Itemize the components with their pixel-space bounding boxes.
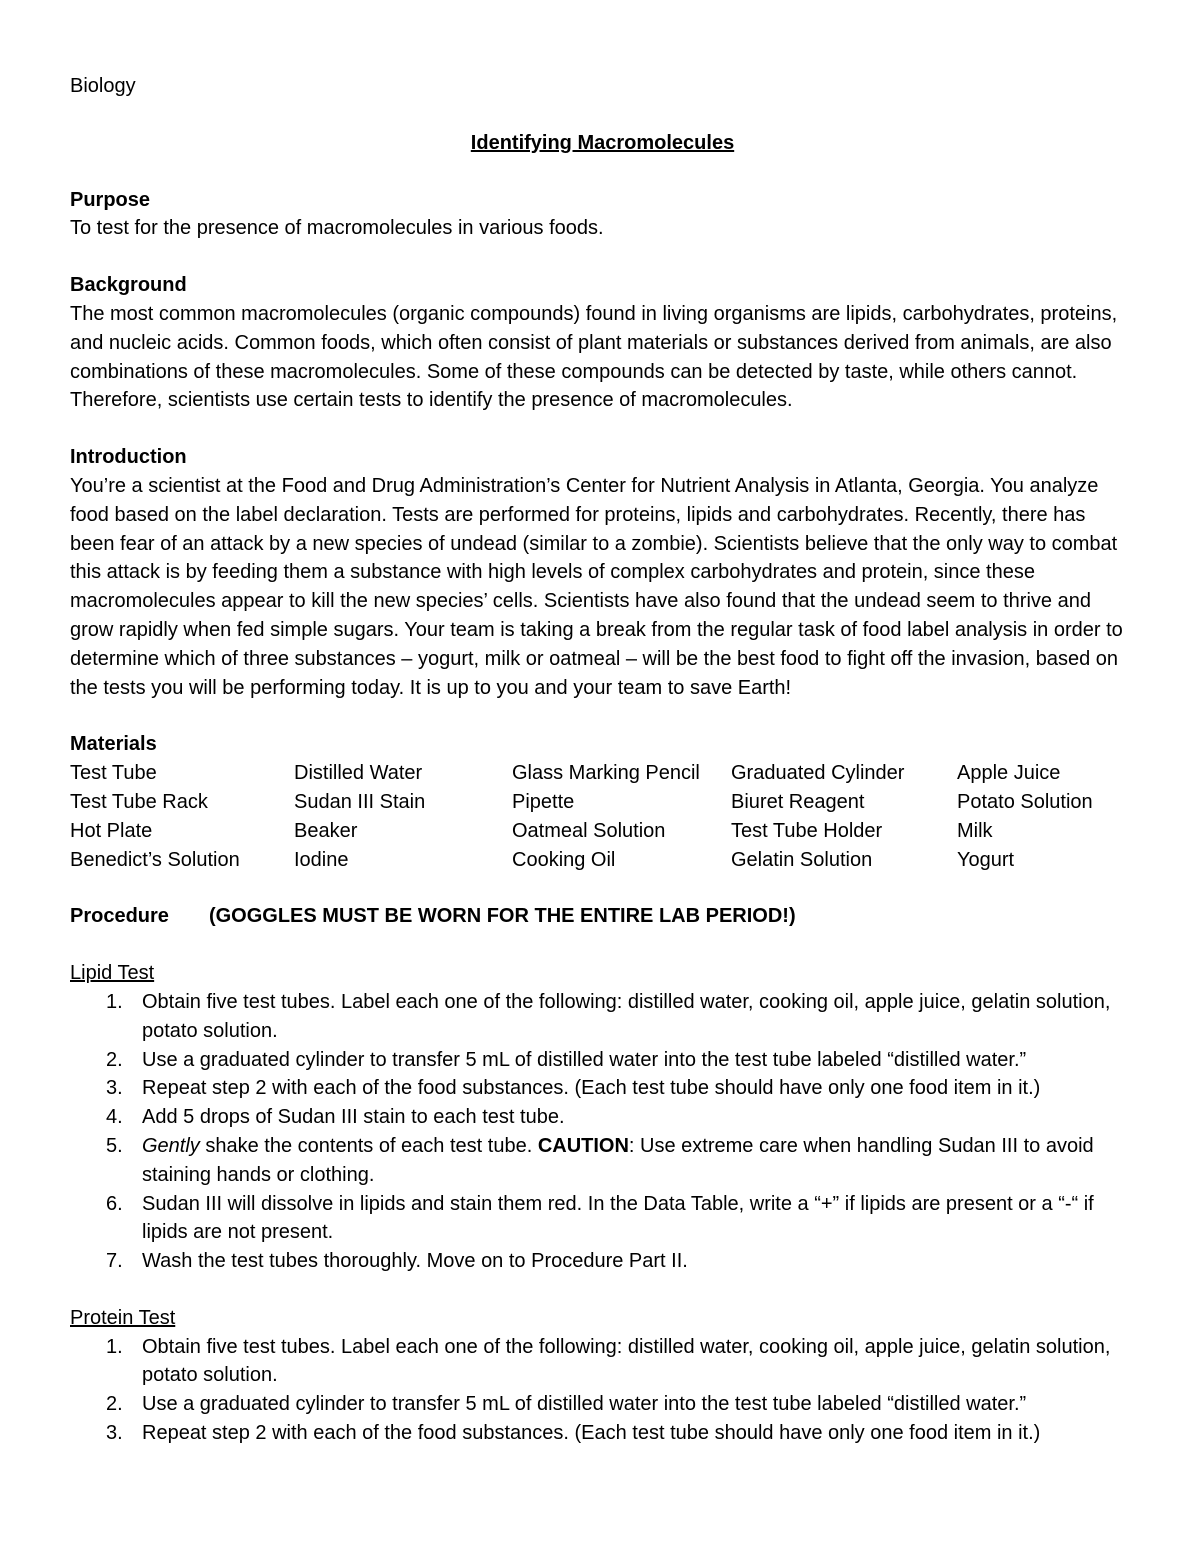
step-number: 4.	[106, 1106, 123, 1129]
introduction-text: You’re a scientist at the Food and Drug Administration’s Center for Nutrient Analysis in Atlanta, Georgia. You analyze food based on the label declaration. Tests are performed for proteins, lipids and carbohydrates. Recently, there has been fear of an attack by a new species of undead (similar to a zombie). Scientists believe that the only way to combat this attack is by feeding them a substance with high levels of complex carbohydrates and protein, since these macromolecules appear to kill the new species’ cells. Scientists have also found that the undead seem to thrive and grow rapidly when fed simple sugars. Your team is taking a break from the regular task of food label analysis in order to determine which of three substances – yogurt, milk or oatmeal – will be the best food to fight off the invasion, based on the tests you will be performing today. It is up to you and your team to save Earth!	[70, 474, 1123, 699]
step-number: 3.	[106, 1422, 123, 1445]
material-item: Glass Marking Pencil	[512, 762, 700, 785]
background-section	[70, 271, 1135, 415]
material-item: Test Tube Holder	[731, 819, 883, 842]
material-item: Hot Plate	[70, 819, 153, 842]
material-item: Sudan III Stain	[294, 790, 426, 813]
step-text: Obtain five test tubes. Label each one of the following: distilled water, cooking oil, apple juice, gelatin solution, potato solution.	[142, 990, 1111, 1042]
list-item	[70, 1390, 1135, 1419]
step-number: 1.	[106, 990, 123, 1013]
material-item: Biuret Reagent	[731, 790, 865, 813]
step-text: Use a graduated cylinder to transfer 5 mL of distilled water into the test tube labeled “distilled water.”	[142, 1393, 1027, 1416]
background-text: The most common macromolecules (organic compounds) found in living organisms are lipids, carbohydrates, proteins, and nucleic acids. Common foods, which often consist of plant materials or substances derived from animals, are also combinations of these macromolecules. Some of these compounds can be detected by taste, while others cannot. Therefore, scientists use certain tests to identify the presence of macromolecules.	[70, 302, 1118, 412]
protein-test-heading: Protein Test	[70, 1306, 176, 1329]
step-number: 5.	[106, 1134, 123, 1157]
material-item: Apple Juice	[957, 762, 1061, 785]
introduction-section	[70, 443, 1135, 702]
list-item	[70, 1333, 1135, 1391]
purpose-heading: Purpose	[70, 188, 151, 211]
step-text: Use a graduated cylinder to transfer 5 mL of distilled water into the test tube labeled “distilled water.”	[142, 1048, 1027, 1071]
list-item	[70, 1074, 1135, 1103]
lipid-test-steps	[70, 988, 1135, 1276]
step-number: 2.	[106, 1048, 123, 1071]
step-text: Sudan III will dissolve in lipids and stain them red. In the Data Table, write a “+” if lipids are present or a “-“ if lipids are not present.	[142, 1192, 1094, 1244]
step-text: Obtain five test tubes. Label each one of the following: distilled water, cooking oil, apple juice, gelatin solution, potato solution.	[142, 1335, 1111, 1387]
material-item: Test Tube	[70, 762, 157, 785]
protein-test-section	[70, 1304, 1135, 1448]
protein-test-steps	[70, 1333, 1135, 1448]
step-number: 7.	[106, 1250, 123, 1273]
lipid-test-heading: Lipid Test	[70, 962, 155, 985]
step-number: 1.	[106, 1335, 123, 1358]
step-text: Repeat step 2 with each of the food substances. (Each test tube should have only one food item in it.)	[142, 1422, 1041, 1445]
goggles-warning: (GOGGLES MUST BE WORN FOR THE ENTIRE LAB PERIOD!)	[208, 905, 796, 928]
materials-grid	[70, 759, 1135, 874]
step-number: 2.	[106, 1393, 123, 1416]
materials-section	[70, 730, 1135, 874]
procedure-heading: Procedure	[70, 905, 169, 928]
material-item: Yogurt	[957, 848, 1015, 871]
purpose-text: To test for the presence of macromolecules in various foods.	[70, 217, 604, 240]
document-page	[70, 72, 1135, 1448]
step-text: : Use extreme care when handling Sudan III to avoid staining hands or clothing.	[142, 1134, 1094, 1186]
material-item: Potato Solution	[957, 790, 1093, 813]
list-item	[70, 1190, 1135, 1248]
material-item: Graduated Cylinder	[731, 762, 905, 785]
step-text: Add 5 drops of Sudan III stain to each test tube.	[142, 1106, 565, 1129]
list-item	[70, 1046, 1135, 1075]
material-item: Cooking Oil	[512, 848, 616, 871]
lipid-test-section	[70, 959, 1135, 1276]
material-item: Benedict’s Solution	[70, 848, 240, 871]
material-item: Test Tube Rack	[70, 790, 208, 813]
page-title: Identifying Macromolecules	[470, 131, 735, 154]
material-item: Distilled Water	[294, 762, 423, 785]
list-item	[70, 1247, 1135, 1276]
step-emphasis: Gently	[142, 1134, 200, 1157]
purpose-section	[70, 186, 1135, 244]
list-item	[70, 1419, 1135, 1448]
material-item: Oatmeal Solution	[512, 819, 666, 842]
material-item: Pipette	[512, 790, 575, 813]
step-number: 6.	[106, 1192, 123, 1215]
step-text: Repeat step 2 with each of the food substances. (Each test tube should have only one food item in it.)	[142, 1077, 1041, 1100]
list-item	[70, 988, 1135, 1046]
materials-heading: Materials	[70, 733, 157, 756]
caution-label: CAUTION	[537, 1134, 629, 1157]
step-text: shake the contents of each test tube.	[199, 1134, 538, 1157]
material-item: Beaker	[294, 819, 358, 842]
background-heading: Background	[70, 274, 187, 297]
introduction-heading: Introduction	[70, 446, 187, 469]
subject-label: Biology	[70, 75, 136, 97]
material-item: Iodine	[294, 848, 349, 871]
list-item	[70, 1103, 1135, 1132]
material-item: Gelatin Solution	[731, 848, 873, 871]
procedure-header	[70, 902, 1135, 931]
step-text: Wash the test tubes thoroughly. Move on to Procedure Part II.	[142, 1250, 688, 1273]
list-item	[70, 1132, 1135, 1190]
step-number: 3.	[106, 1077, 123, 1100]
material-item: Milk	[957, 819, 993, 842]
